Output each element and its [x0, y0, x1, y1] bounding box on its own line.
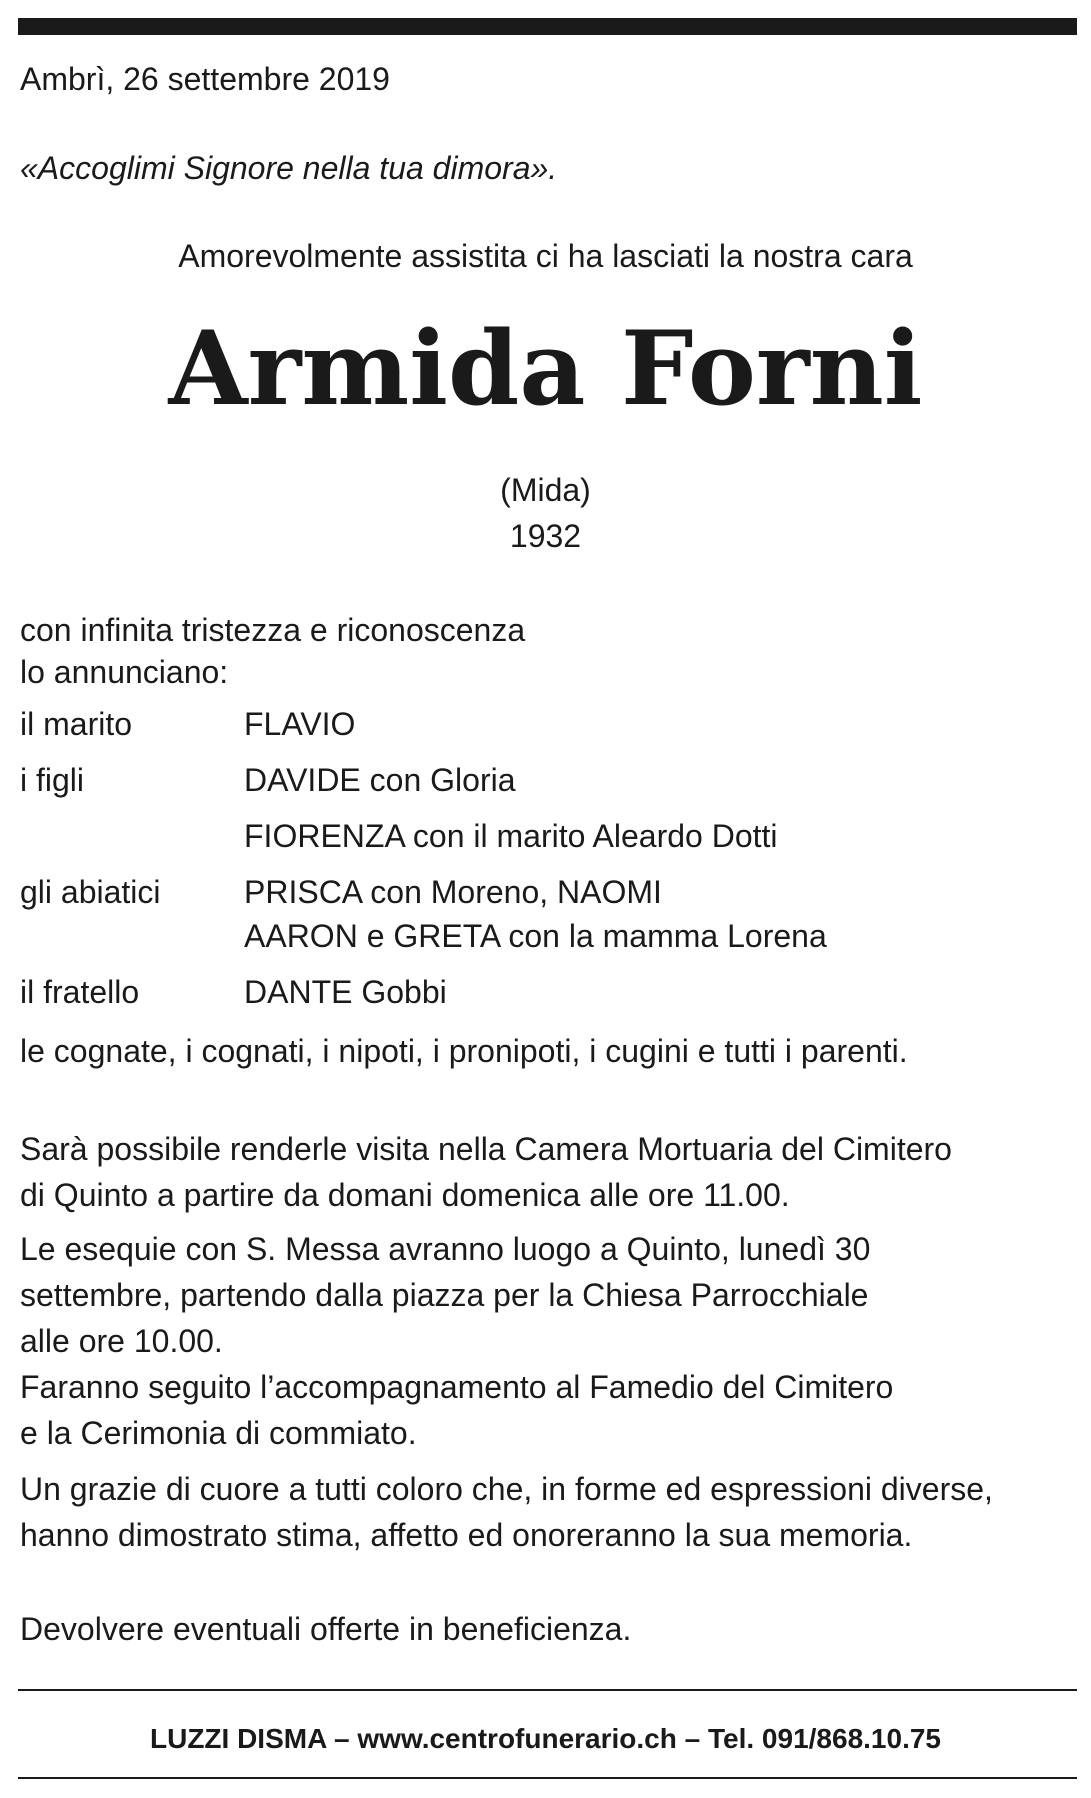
- funeral-line: Faranno seguito l’accompagnamento al Famedio del Cimitero: [20, 1369, 894, 1405]
- thanks-line: hanno dimostrato stima, affetto ed onoreranno la sua memoria.: [20, 1517, 913, 1553]
- donation-text: Devolvere eventuali offerte in beneficienza.: [20, 1611, 632, 1647]
- top-rule: [18, 18, 1077, 35]
- relative-name-brother: DANTE Gobbi: [244, 974, 447, 1010]
- relative-name-husband: FLAVIO: [244, 706, 356, 742]
- thanks-line: Un grazie di cuore a tutti coloro che, in forme ed espressioni diverse,: [20, 1471, 993, 1507]
- relative-name-grandchildren: AARON e GRETA con la mamma Lorena: [244, 918, 827, 954]
- relative-name-child: DAVIDE con Gloria: [244, 762, 516, 798]
- other-relatives: le cognate, i cognati, i nipoti, i pronipoti, i cugini e tutti i parenti.: [20, 1033, 908, 1069]
- announce-line: lo annunciano:: [20, 654, 229, 690]
- funeral-line: alle ore 10.00.: [20, 1323, 223, 1359]
- birth-year: 1932: [509, 518, 582, 554]
- footer-rule-bottom: [18, 1777, 1077, 1779]
- visit-paragraph: [20, 1126, 952, 1218]
- nickname: (Mida): [500, 472, 591, 508]
- funeral-line: settembre, partendo dalla piazza per la Chiesa Parrocchiale: [20, 1277, 869, 1313]
- relative-name-child: FIORENZA con il marito Aleardo Dotti: [244, 818, 778, 854]
- footer-rule-top: [18, 1689, 1077, 1691]
- announce-line: con infinita tristezza e riconoscenza: [20, 612, 526, 648]
- intro-text: Amorevolmente assistita ci ha lasciati la nostra cara: [178, 238, 913, 274]
- announce-text: [20, 609, 525, 693]
- place-date: Ambrì, 26 settembre 2019: [20, 61, 390, 97]
- funeral-line: e la Cerimonia di commiato.: [20, 1415, 417, 1451]
- quote: «Accoglimi Signore nella tua dimora».: [20, 150, 558, 186]
- visit-line: Sarà possibile renderle visita nella Camera Mortuaria del Cimitero: [20, 1131, 952, 1167]
- relative-label-grandchildren: gli abiatici: [20, 874, 161, 910]
- thanks-paragraph: [20, 1466, 993, 1558]
- relative-label-husband: il marito: [20, 706, 133, 742]
- visit-line: di Quinto a partire da domani domenica alle ore 11.00.: [20, 1177, 790, 1213]
- funeral-paragraph: [20, 1226, 893, 1456]
- funeral-line: Le esequie con S. Messa avranno luogo a Quinto, lunedì 30: [20, 1231, 871, 1267]
- deceased-name: Armida Forni: [168, 309, 923, 429]
- relative-label-brother: il fratello: [20, 974, 140, 1010]
- relative-label-children: i figli: [20, 762, 85, 798]
- relative-name-grandchildren: PRISCA con Moreno, NAOMI: [244, 874, 662, 910]
- footer-contact: LUZZI DISMA – www.centrofunerario.ch – Tel. 091/868.10.75: [150, 1723, 941, 1754]
